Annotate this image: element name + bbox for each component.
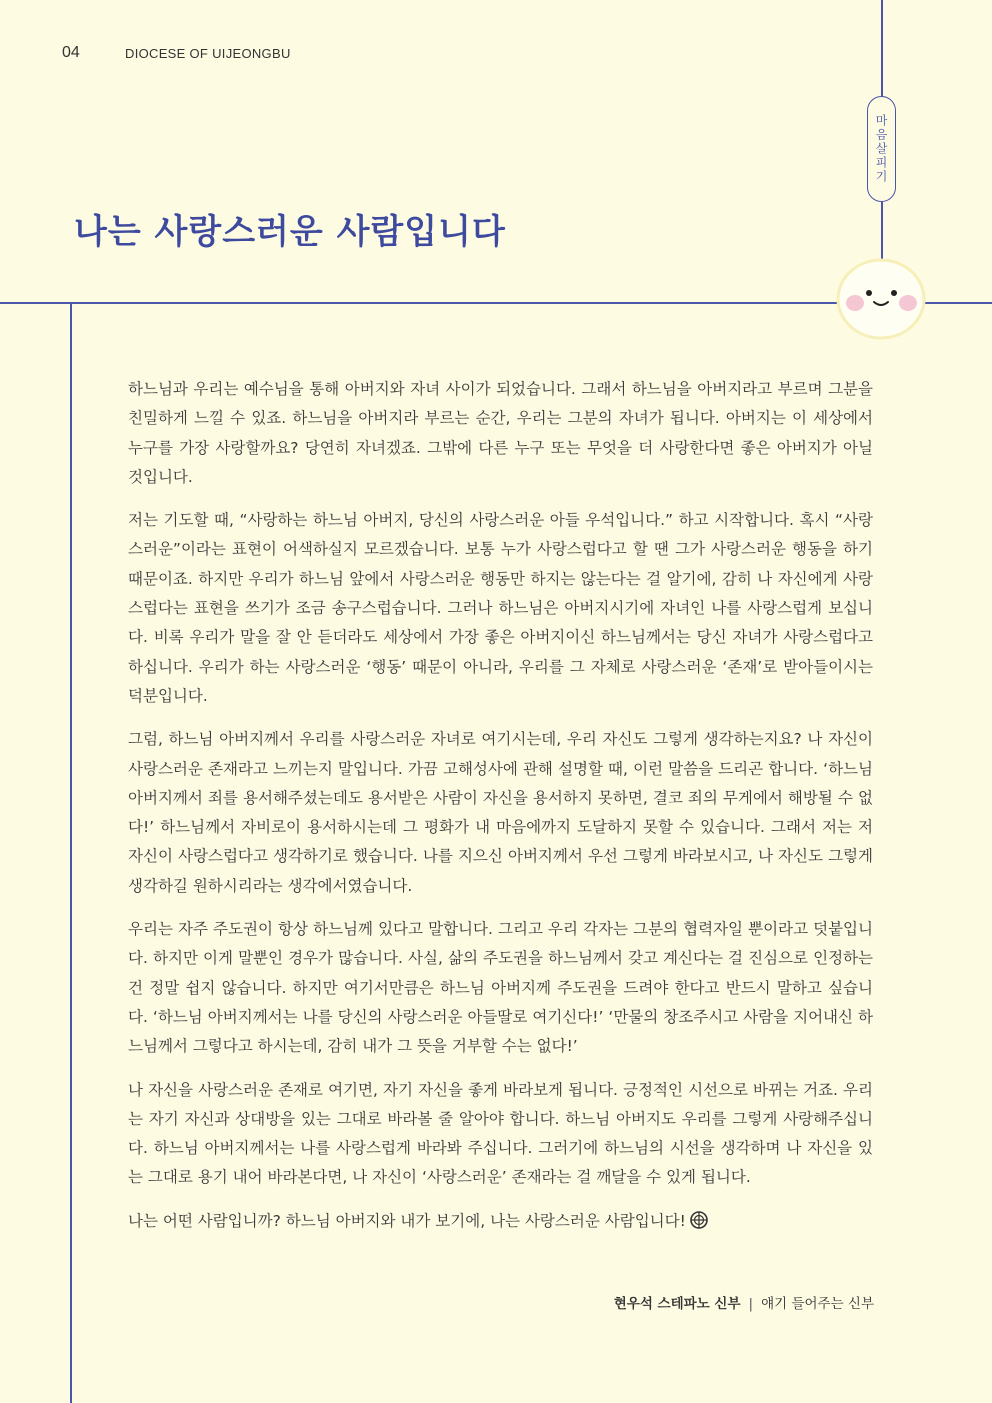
smiley-face-icon <box>836 258 926 340</box>
article-title: 나는 사랑스러운 사람입니다 <box>74 212 506 252</box>
page-number: 04 <box>62 44 80 61</box>
section-tab: 마음살피기 <box>867 96 896 202</box>
paragraph: 나 자신을 사랑스러운 존재로 여기면, 자기 자신을 좋게 바라보게 됩니다. 긍정적인 시선으로 바뀌는 거죠. 우리는 자기 자신과 상대방을 있는 그대로 바라볼 줄 알아야 합니다. 하느님 아버지도 우리를 그렇게 사랑해주십니다. 하느님 아버지께서는 나를 사랑스럽게 바라봐 주십니다. 그러기에 하느님의 시선을 생각하며 나 자신을 있는 그대로 용기 내어 바라본다면, 나 자신이 ‘사랑스러운’ 존재라는 걸 깨달을 수 있게 됩니다. <box>128 1080 873 1187</box>
author-byline <box>614 1292 874 1312</box>
vertical-rule-left <box>70 302 72 1403</box>
author-name: 현우석 스테파노 신부 <box>613 1296 741 1312</box>
author-role: 얘기 들어주는 신부 <box>761 1296 874 1312</box>
paragraph: 우리는 자주 주도권이 항상 하느님께 있다고 말합니다. 그리고 우리 각자는 그분의 협력자일 뿐이라고 덧붙입니다. 하지만 이게 말뿐인 경우가 많습니다. 사실, 삶의 주도권을 하느님께서 갖고 계신다는 걸 진심으로 인정하는 건 정말 쉽지 않습니다. 하지만 여기서만큼은 하느님 아버지께 주도권을 드려야 한다고 반드시 말하고 싶습니다. ‘하느님 아버지께서는 나를 당신의 사랑스러운 아들딸로 여기신다!’ ‘만물의 창조주시고 사람을 지어내신 하느님께서 그렇다고 하시는데, 감히 내가 그 뜻을 거부할 수는 없다!’ <box>128 920 873 1056</box>
diocese-emblem-icon <box>690 1211 708 1229</box>
paragraph: 하느님과 우리는 예수님을 통해 아버지와 자녀 사이가 되었습니다. 그래서 하느님을 아버지라고 부르며 그분을 친밀하게 느낄 수 있죠. 하느님을 아버지라 부르는 순간, 우리는 그분의 자녀가 됩니다. 아버지는 이 세상에서 누구를 가장 사랑할까요? 당연히 자녀겠죠. 그밖에 다른 누구 또는 무엇을 더 사랑한다면 좋은 아버지가 아닐 것입니다. <box>128 380 873 486</box>
paragraph: 그럼, 하느님 아버지께서 우리를 사랑스러운 자녀로 여기시는데, 우리 자신도 그렇게 생각하는지요? 나 자신이 사랑스러운 존재라고 느끼는지 말입니다. 가끔 고해성사에 관해 설명할 때, 이런 말씀을 드리곤 합니다. ‘하느님 아버지께서 죄를 용서해주셨는데도 용서받은 사람이 자신을 용서하지 못하면, 결코 죄의 무게에서 해방될 수 없다!’ 하느님께서 자비로이 용서하시는데 그 평화가 내 마음에까지 도달하지 못할 수 있습니다. 그래서 저는 저 자신이 사랑스럽다고 생각하기로 했습니다. 나를 지으신 아버지께서 우선 그렇게 바라보시고, 나 자신도 그렇게 생각하길 원하시리라는 생각에서였습니다. <box>128 730 873 895</box>
paragraph: 저는 기도할 때, “사랑하는 하느님 아버지, 당신의 사랑스러운 아들 우석입니다.” 하고 시작합니다. 혹시 “사랑스러운”이라는 표현이 어색하실지 모르겠습니다. 보통 누가 사랑스럽다고 할 땐 그가 사랑스러운 행동을 하기 때문이죠. 하지만 우리가 하느님 앞에서 사랑스러운 행동만 하지는 않는다는 걸 알기에, 감히 나 자신에게 사랑스럽다는 표현을 쓰기가 조금 송구스럽습니다. 그러나 하느님은 아버지시기에 자녀인 나를 사랑스럽게 보십니다. 비록 우리가 말을 잘 안 듣더라도 세상에서 가장 좋은 아버지이신 하느님께서는 당신 자녀가 사랑스럽다고 하십니다. 우리가 하는 사랑스러운 ‘행동’ 때문이 아니라, 우리를 그 자체로 사랑스러운 ‘존재’로 받아들이시는 덕분입니다. <box>128 511 873 705</box>
publication-name: DIOCESE OF UIJEONGBU <box>125 46 291 61</box>
last-paragraph <box>128 1207 873 1236</box>
byline-separator: | <box>748 1296 754 1312</box>
article-body <box>128 375 873 1250</box>
paragraph-text: 나는 어떤 사람입니까? 하느님 아버지와 내가 보기에, 나는 사랑스러운 사람입니다! <box>128 1211 686 1230</box>
